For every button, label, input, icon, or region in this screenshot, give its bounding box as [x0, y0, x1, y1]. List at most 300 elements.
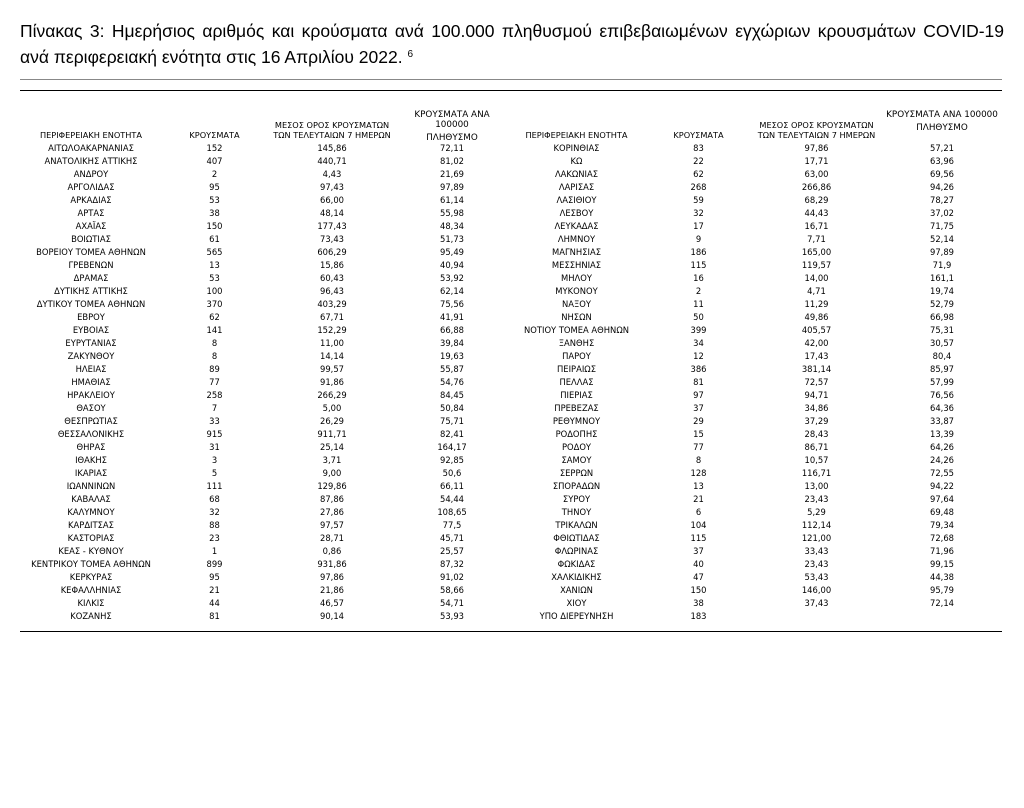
cell-avg-7d: 46,57 [320, 598, 344, 608]
cell-region-2: ΚΟΡΙΝΘΙΑΣ [553, 143, 600, 153]
cell-per-100k-2: 37,02 [930, 208, 954, 218]
cell-cases-2: 32 [693, 208, 704, 218]
cell-avg-7d-2: 119,57 [801, 260, 832, 270]
cell-per-100k: 75,56 [440, 299, 464, 309]
cell-cases-2: 47 [693, 572, 704, 582]
cell-cases-2: 12 [693, 351, 704, 361]
cell-region: ΖΑΚΥΝΘΟΥ [67, 351, 115, 361]
cell-cases: 62 [209, 312, 220, 322]
cell-region-2: ΠΑΡΟΥ [562, 351, 591, 361]
top-rule [20, 90, 1002, 91]
cell-cases-2: 37 [693, 403, 704, 413]
cell-per-100k: 48,34 [440, 221, 464, 231]
cell-per-100k-2: 71,96 [930, 546, 954, 556]
cell-per-100k-2: 94,26 [930, 182, 954, 192]
cell-per-100k: 40,94 [440, 260, 464, 270]
cell-avg-7d: 440,71 [317, 156, 347, 166]
table-row [20, 402, 1002, 415]
cell-avg-7d-2: 33,43 [804, 546, 829, 556]
cell-avg-7d: 21,86 [320, 585, 344, 595]
cell-cases-2: 97 [693, 390, 704, 400]
cell-cases: 95 [209, 182, 220, 192]
cell-avg-7d: 91,86 [320, 377, 344, 387]
cell-per-100k-2: 71,75 [930, 221, 954, 231]
cell-region-2: ΤΡΙΚΑΛΩΝ [555, 520, 598, 530]
cell-cases-2: 77 [693, 442, 704, 452]
table-row [20, 571, 1002, 584]
cell-avg-7d-2: 4,71 [807, 286, 826, 296]
cell-avg-7d-2: 405,57 [801, 325, 832, 335]
cell-region: ΔΥΤΙΚΗΣ ΑΤΤΙΚΗΣ [54, 286, 128, 296]
cell-region-2: ΜΗΛΟΥ [561, 273, 592, 283]
cell-region-2: ΠΙΕΡΙΑΣ [560, 390, 593, 400]
cell-cases-2: 2 [695, 286, 702, 296]
cell-per-100k: 62,14 [440, 286, 464, 296]
cell-per-100k-2: 44,38 [930, 572, 954, 582]
cell-region: ΑΧΑΪΑΣ [75, 221, 107, 231]
title-text: Πίνακας 3: Ημερήσιος αριθμός και κρούσματα ανά 100.000 πληθυσμού επιβεβαιωμένων εγχώριων κρουσμάτων COVID-19 ανά περιφερειακή ενότητα στις 16 Απριλίου 2022. [20, 21, 1004, 67]
cell-per-100k: 108,65 [437, 507, 467, 517]
cell-per-100k: 55,98 [440, 208, 464, 218]
cell-avg-7d-2: 11,29 [804, 299, 829, 309]
cell-region: ΑΝΔΡΟΥ [73, 169, 109, 179]
cell-avg-7d-2: 121,00 [801, 533, 832, 543]
cell-avg-7d-2: 17,43 [804, 351, 829, 361]
header-avg-7d: ΜΕΣΟΣ ΟΡΟΣ ΚΡΟΥΣΜΑΤΩΝ ΤΩΝ ΤΕΛΕΥΤΑΙΩΝ 7 ΗΜΕΡΩΝ [273, 120, 391, 140]
cell-region-2: ΜΕΣΣΗΝΙΑΣ [551, 260, 602, 270]
table-row [20, 246, 1002, 259]
table-row [20, 259, 1002, 272]
cell-per-100k: 53,92 [440, 273, 464, 283]
table-title [20, 18, 1004, 70]
cell-region-2: ΧΑΝΙΩΝ [560, 585, 593, 595]
cell-avg-7d: 177,43 [317, 221, 347, 231]
cell-per-100k: 45,71 [440, 533, 464, 543]
cell-avg-7d-2: 14,00 [804, 273, 829, 283]
header-avg-7d-2: ΜΕΣΟΣ ΟΡΟΣ ΚΡΟΥΣΜΑΤΩΝ ΤΩΝ ΤΕΛΕΥΤΑΙΩΝ 7 ΗΜΕΡΩΝ [757, 120, 876, 140]
cell-avg-7d: 26,29 [320, 416, 344, 426]
cell-region-2: ΡΕΘΥΜΝΟΥ [552, 416, 601, 426]
cell-per-100k-2 [882, 610, 1002, 623]
cell-cases-2: 16 [693, 273, 704, 283]
cell-avg-7d: 73,43 [320, 234, 344, 244]
cell-avg-7d: 97,43 [320, 182, 344, 192]
cell-region-2: ΧΑΛΚΙΔΙΚΗΣ [551, 572, 602, 582]
cell-cases: 21 [209, 585, 220, 595]
cell-cases: 2 [211, 169, 218, 179]
cell-per-100k-2: 57,21 [930, 143, 954, 153]
cell-region: ΚΙΛΚΙΣ [77, 598, 105, 608]
cell-region-2: ΛΕΥΚΑΔΑΣ [554, 221, 599, 231]
cell-per-100k-2: 57,99 [930, 377, 954, 387]
cell-cases: 95 [209, 572, 220, 582]
cell-cases: 53 [209, 195, 220, 205]
cell-region: ΔΥΤΙΚΟΥ ΤΟΜΕΑ ΑΘΗΝΩΝ [36, 299, 146, 309]
cell-avg-7d-2: 44,43 [804, 208, 829, 218]
cell-cases-2: 268 [690, 182, 707, 192]
cell-cases-2: 81 [693, 377, 704, 387]
cell-avg-7d-2: 49,86 [804, 312, 829, 322]
cell-per-100k: 51,73 [440, 234, 464, 244]
cell-region: ΚΕΝΤΡΙΚΟΥ ΤΟΜΕΑ ΑΘΗΝΩΝ [31, 559, 151, 569]
cell-region-2: ΥΠΟ ΔΙΕΡΕΥΝΗΣΗ [539, 611, 614, 621]
cell-per-100k: 164,17 [437, 442, 467, 452]
cell-avg-7d: 911,71 [317, 429, 347, 439]
cell-per-100k: 77,5 [442, 520, 462, 530]
cell-cases: 13 [209, 260, 220, 270]
cell-region: ΓΡΕΒΕΝΩΝ [68, 260, 114, 270]
bottom-rule [20, 631, 1002, 632]
cell-per-100k: 55,87 [440, 364, 464, 374]
cell-avg-7d: 5,00 [322, 403, 342, 413]
cell-per-100k-2: 66,98 [930, 312, 954, 322]
table-row [20, 467, 1002, 480]
cell-cases: 8 [211, 351, 218, 361]
cell-avg-7d: 266,29 [317, 390, 347, 400]
cell-cases-2: 34 [693, 338, 704, 348]
cell-per-100k-2: 94,22 [930, 481, 954, 491]
cell-region-2: ΤΗΝΟΥ [561, 507, 592, 517]
cell-avg-7d-2: 37,29 [804, 416, 829, 426]
cell-cases-2: 6 [695, 507, 702, 517]
cell-avg-7d: 15,86 [320, 260, 344, 270]
cell-avg-7d: 931,86 [317, 559, 347, 569]
cell-cases-2: 386 [690, 364, 707, 374]
cell-per-100k: 92,85 [440, 455, 464, 465]
table-row [20, 350, 1002, 363]
cell-per-100k-2: 64,36 [930, 403, 954, 413]
cell-cases-2: 37 [693, 546, 704, 556]
cell-cases: 77 [209, 377, 220, 387]
cell-per-100k: 61,14 [440, 195, 464, 205]
cell-avg-7d-2: 72,57 [804, 377, 829, 387]
cell-cases-2: 150 [690, 585, 707, 595]
cell-cases: 44 [209, 598, 220, 608]
cell-region: ΘΑΣΟΥ [76, 403, 106, 413]
table-row [20, 337, 1002, 350]
cell-per-100k-2: 97,64 [930, 494, 954, 504]
cell-region-2: ΠΕΛΛΑΣ [559, 377, 594, 387]
cell-avg-7d: 27,86 [320, 507, 344, 517]
cell-region: ΚΕΡΚΥΡΑΣ [69, 572, 113, 582]
cell-avg-7d: 3,71 [322, 455, 342, 465]
cell-avg-7d: 9,00 [322, 468, 342, 478]
table-row [20, 272, 1002, 285]
cell-avg-7d-2: 7,71 [807, 234, 826, 244]
cell-region-2: ΛΑΣΙΘΙΟΥ [556, 195, 597, 205]
cell-region-2: ΣΑΜΟΥ [561, 455, 592, 465]
cell-avg-7d-2: 165,00 [801, 247, 832, 257]
cell-avg-7d-2: 53,43 [804, 572, 829, 582]
table-row [20, 155, 1002, 168]
cell-avg-7d-2: 34,86 [804, 403, 829, 413]
table-row [20, 168, 1002, 181]
cell-cases: 141 [206, 325, 223, 335]
cell-region: ΗΜΑΘΙΑΣ [71, 377, 111, 387]
cell-per-100k-2: 72,68 [930, 533, 954, 543]
table-row [20, 194, 1002, 207]
cell-cases-2: 22 [693, 156, 704, 166]
covid-cases-table [20, 110, 1002, 623]
cell-cases: 370 [206, 299, 223, 309]
cell-avg-7d: 11,00 [320, 338, 344, 348]
cell-region: ΙΘΑΚΗΣ [75, 455, 107, 465]
cell-cases: 111 [206, 481, 223, 491]
cell-region: ΘΕΣΠΡΩΤΙΑΣ [64, 416, 118, 426]
cell-cases: 1 [211, 546, 218, 556]
table-row [20, 610, 1002, 623]
cell-region: ΚΑΒΑΛΑΣ [71, 494, 111, 504]
cell-per-100k: 75,71 [440, 416, 464, 426]
table-row [20, 428, 1002, 441]
cell-cases-2: 83 [693, 143, 704, 153]
cell-region: ΙΚΑΡΙΑΣ [74, 468, 108, 478]
cell-per-100k-2: 161,1 [930, 273, 954, 283]
cell-avg-7d-2: 86,71 [804, 442, 829, 452]
cell-region: ΚΕΦΑΛΛΗΝΙΑΣ [60, 585, 122, 595]
cell-per-100k-2: 24,26 [930, 455, 954, 465]
cell-avg-7d-2: 146,00 [801, 585, 832, 595]
cell-region-2: ΧΙΟΥ [566, 598, 587, 608]
cell-per-100k-2: 64,26 [930, 442, 954, 452]
cell-cases: 32 [209, 507, 220, 517]
cell-per-100k-2: 33,87 [930, 416, 954, 426]
table-row [20, 207, 1002, 220]
cell-cases-2: 40 [693, 559, 704, 569]
cell-region: ΕΒΡΟΥ [77, 312, 105, 322]
cell-per-100k: 82,41 [440, 429, 464, 439]
cell-cases: 68 [209, 494, 220, 504]
table-row [20, 376, 1002, 389]
cell-avg-7d-2: 13,00 [804, 481, 829, 491]
cell-cases: 150 [206, 221, 223, 231]
cell-region: ΕΥΒΟΙΑΣ [72, 325, 110, 335]
cell-region: ΔΡΑΜΑΣ [73, 273, 109, 283]
table-row [20, 298, 1002, 311]
cell-per-100k-2: 99,15 [930, 559, 954, 569]
cell-per-100k: 81,02 [440, 156, 464, 166]
cell-per-100k-2: 63,96 [930, 156, 954, 166]
cell-avg-7d: 403,29 [317, 299, 347, 309]
cell-cases-2: 62 [693, 169, 704, 179]
cell-region-2: ΛΕΣΒΟΥ [559, 208, 594, 218]
cell-region-2: ΛΗΜΝΟΥ [557, 234, 596, 244]
table-row [20, 233, 1002, 246]
cell-cases: 23 [209, 533, 220, 543]
table-row [20, 415, 1002, 428]
cell-region: ΚΑΡΔΙΤΣΑΣ [68, 520, 114, 530]
cell-per-100k-2: 95,79 [930, 585, 954, 595]
cell-region: ΑΡΓΟΛΙΔΑΣ [67, 182, 115, 192]
cell-per-100k-2: 69,56 [930, 169, 954, 179]
table-row [20, 285, 1002, 298]
cell-per-100k-2: 72,14 [930, 598, 954, 608]
header-per-100k-2: ΚΡΟΥΣΜΑΤΑ ΑΝΑ 100000 ΠΛΗΘΥΣΜΟ [886, 110, 998, 133]
cell-avg-7d-2: 97,86 [804, 143, 829, 153]
cell-region-2: ΞΑΝΘΗΣ [558, 338, 595, 348]
cell-avg-7d-2: 381,14 [801, 364, 832, 374]
cell-cases-2: 13 [693, 481, 704, 491]
cell-region-2: ΛΑΚΩΝΙΑΣ [554, 169, 599, 179]
cell-cases: 915 [206, 429, 223, 439]
cell-region-2: ΜΥΚΟΝΟΥ [555, 286, 598, 296]
table-row [20, 584, 1002, 597]
cell-per-100k: 66,88 [440, 325, 464, 335]
cell-avg-7d: 25,14 [320, 442, 344, 452]
cell-per-100k-2: 19,74 [930, 286, 954, 296]
cell-avg-7d-2: 94,71 [804, 390, 829, 400]
cell-region-2: ΣΥΡΟΥ [562, 494, 591, 504]
cell-region: ΑΡΤΑΣ [77, 208, 105, 218]
cell-cases: 88 [209, 520, 220, 530]
top-rule-thin [20, 79, 1002, 80]
cell-region: ΑΝΑΤΟΛΙΚΗΣ ΑΤΤΙΚΗΣ [44, 156, 138, 166]
cell-cases: 3 [211, 455, 218, 465]
header-cases: ΚΡΟΥΣΜΑΤΑ [189, 130, 240, 140]
table-row [20, 454, 1002, 467]
table-row [20, 324, 1002, 337]
cell-per-100k-2: 69,48 [930, 507, 954, 517]
cell-per-100k: 21,69 [440, 169, 464, 179]
cell-region-2: ΡΟΔΟΥ [561, 442, 592, 452]
table-row [20, 493, 1002, 506]
table-row [20, 480, 1002, 493]
cell-region-2: ΡΟΔΟΠΗΣ [555, 429, 598, 439]
cell-per-100k-2: 80,4 [932, 351, 952, 361]
cell-region: ΗΡΑΚΛΕΙΟΥ [67, 390, 115, 400]
cell-per-100k: 50,84 [440, 403, 464, 413]
cell-cases: 31 [209, 442, 220, 452]
cell-cases-2: 115 [690, 533, 707, 543]
header-region-2: ΠΕΡΙΦΕΡΕΙΑΚΗ ΕΝΟΤΗΤΑ [525, 130, 628, 140]
cell-per-100k-2: 52,79 [930, 299, 954, 309]
cell-avg-7d: 0,86 [322, 546, 342, 556]
cell-avg-7d-2: 116,71 [801, 468, 832, 478]
cell-per-100k: 54,71 [440, 598, 464, 608]
header-cases-2: ΚΡΟΥΣΜΑΤΑ [673, 130, 724, 140]
cell-per-100k-2: 76,56 [930, 390, 954, 400]
cell-avg-7d-2: 37,43 [804, 598, 829, 608]
cell-region: ΚΑΛΥΜΝΟΥ [67, 507, 115, 517]
table-row [20, 558, 1002, 571]
cell-per-100k: 95,49 [440, 247, 464, 257]
cell-avg-7d: 90,14 [320, 611, 344, 621]
cell-per-100k: 66,11 [440, 481, 464, 491]
cell-per-100k-2: 52,14 [930, 234, 954, 244]
table-row [20, 311, 1002, 324]
cell-cases-2: 21 [693, 494, 704, 504]
cell-avg-7d: 129,86 [317, 481, 347, 491]
cell-cases-2: 59 [693, 195, 704, 205]
cell-avg-7d-2: 10,57 [804, 455, 829, 465]
cell-cases-2: 183 [690, 611, 707, 621]
cell-avg-7d: 96,43 [320, 286, 344, 296]
cell-region-2: ΛΑΡΙΣΑΣ [558, 182, 595, 192]
cell-region-2: ΜΑΓΝΗΣΙΑΣ [552, 247, 601, 257]
cell-cases-2: 15 [693, 429, 704, 439]
cell-avg-7d: 97,86 [320, 572, 344, 582]
cell-cases: 899 [206, 559, 223, 569]
cell-cases: 33 [209, 416, 220, 426]
cell-cases-2: 399 [690, 325, 707, 335]
cell-avg-7d-2: 112,14 [801, 520, 832, 530]
cell-avg-7d: 28,71 [320, 533, 344, 543]
cell-cases-2: 128 [690, 468, 707, 478]
cell-avg-7d: 4,43 [322, 169, 342, 179]
cell-cases: 407 [206, 156, 223, 166]
cell-region-2: ΠΕΙΡΑΙΩΣ [556, 364, 596, 374]
table-row [20, 220, 1002, 233]
cell-region-2: ΦΛΩΡΙΝΑΣ [554, 546, 599, 556]
cell-per-100k: 54,76 [440, 377, 464, 387]
cell-region-2: ΣΠΟΡΑΔΩΝ [552, 481, 601, 491]
cell-cases: 89 [209, 364, 220, 374]
cell-per-100k: 39,84 [440, 338, 464, 348]
cell-cases: 100 [206, 286, 223, 296]
cell-cases: 8 [211, 338, 218, 348]
table-row [20, 532, 1002, 545]
cell-per-100k: 97,89 [440, 182, 464, 192]
cell-per-100k-2: 13,39 [930, 429, 954, 439]
table-row [20, 142, 1002, 155]
cell-region: ΚΕΑΣ - ΚΥΘΝΟΥ [58, 546, 124, 556]
cell-cases: 7 [211, 403, 218, 413]
cell-avg-7d-2: 68,29 [804, 195, 829, 205]
cell-region: ΒΟΡΕΙΟΥ ΤΟΜΕΑ ΑΘΗΝΩΝ [36, 247, 146, 257]
cell-cases: 565 [206, 247, 223, 257]
cell-per-100k: 53,93 [440, 611, 464, 621]
cell-per-100k-2: 72,55 [930, 468, 954, 478]
cell-cases-2: 8 [695, 455, 702, 465]
table-row [20, 506, 1002, 519]
cell-region: ΘΕΣΣΑΛΟΝΙΚΗΣ [57, 429, 125, 439]
table-row [20, 181, 1002, 194]
cell-cases: 53 [209, 273, 220, 283]
cell-avg-7d-2: 5,29 [807, 507, 826, 517]
cell-per-100k-2: 71,9 [932, 260, 952, 270]
cell-per-100k-2: 85,97 [930, 364, 954, 374]
cell-per-100k: 50,6 [442, 468, 462, 478]
cell-avg-7d: 60,43 [320, 273, 344, 283]
cell-cases: 38 [209, 208, 220, 218]
cell-per-100k: 87,32 [440, 559, 464, 569]
table-header-row [20, 110, 1002, 142]
cell-region: ΕΥΡΥΤΑΝΙΑΣ [65, 338, 117, 348]
cell-avg-7d: 48,14 [320, 208, 344, 218]
cell-region-2: ΦΩΚΙΔΑΣ [557, 559, 596, 569]
cell-region: ΚΟΖΑΝΗΣ [70, 611, 112, 621]
cell-per-100k-2: 79,34 [930, 520, 954, 530]
cell-cases: 5 [211, 468, 218, 478]
table-row [20, 363, 1002, 376]
cell-region: ΙΩΑΝΝΙΝΩΝ [66, 481, 116, 491]
cell-cases-2: 50 [693, 312, 704, 322]
cell-per-100k: 84,45 [440, 390, 464, 400]
cell-avg-7d-2: 42,00 [804, 338, 829, 348]
cell-region: ΗΛΕΙΑΣ [75, 364, 107, 374]
cell-cases: 258 [206, 390, 223, 400]
table-row [20, 519, 1002, 532]
cell-cases-2: 29 [693, 416, 704, 426]
table-row [20, 597, 1002, 610]
cell-avg-7d-2: 63,00 [804, 169, 829, 179]
cell-region-2: ΝΟΤΙΟΥ ΤΟΜΕΑ ΑΘΗΝΩΝ [524, 325, 629, 335]
cell-avg-7d-2: 28,43 [804, 429, 829, 439]
cell-cases: 81 [209, 611, 220, 621]
cell-per-100k: 54,44 [440, 494, 464, 504]
cell-avg-7d-2: 17,71 [804, 156, 829, 166]
cell-per-100k-2: 97,89 [930, 247, 954, 257]
